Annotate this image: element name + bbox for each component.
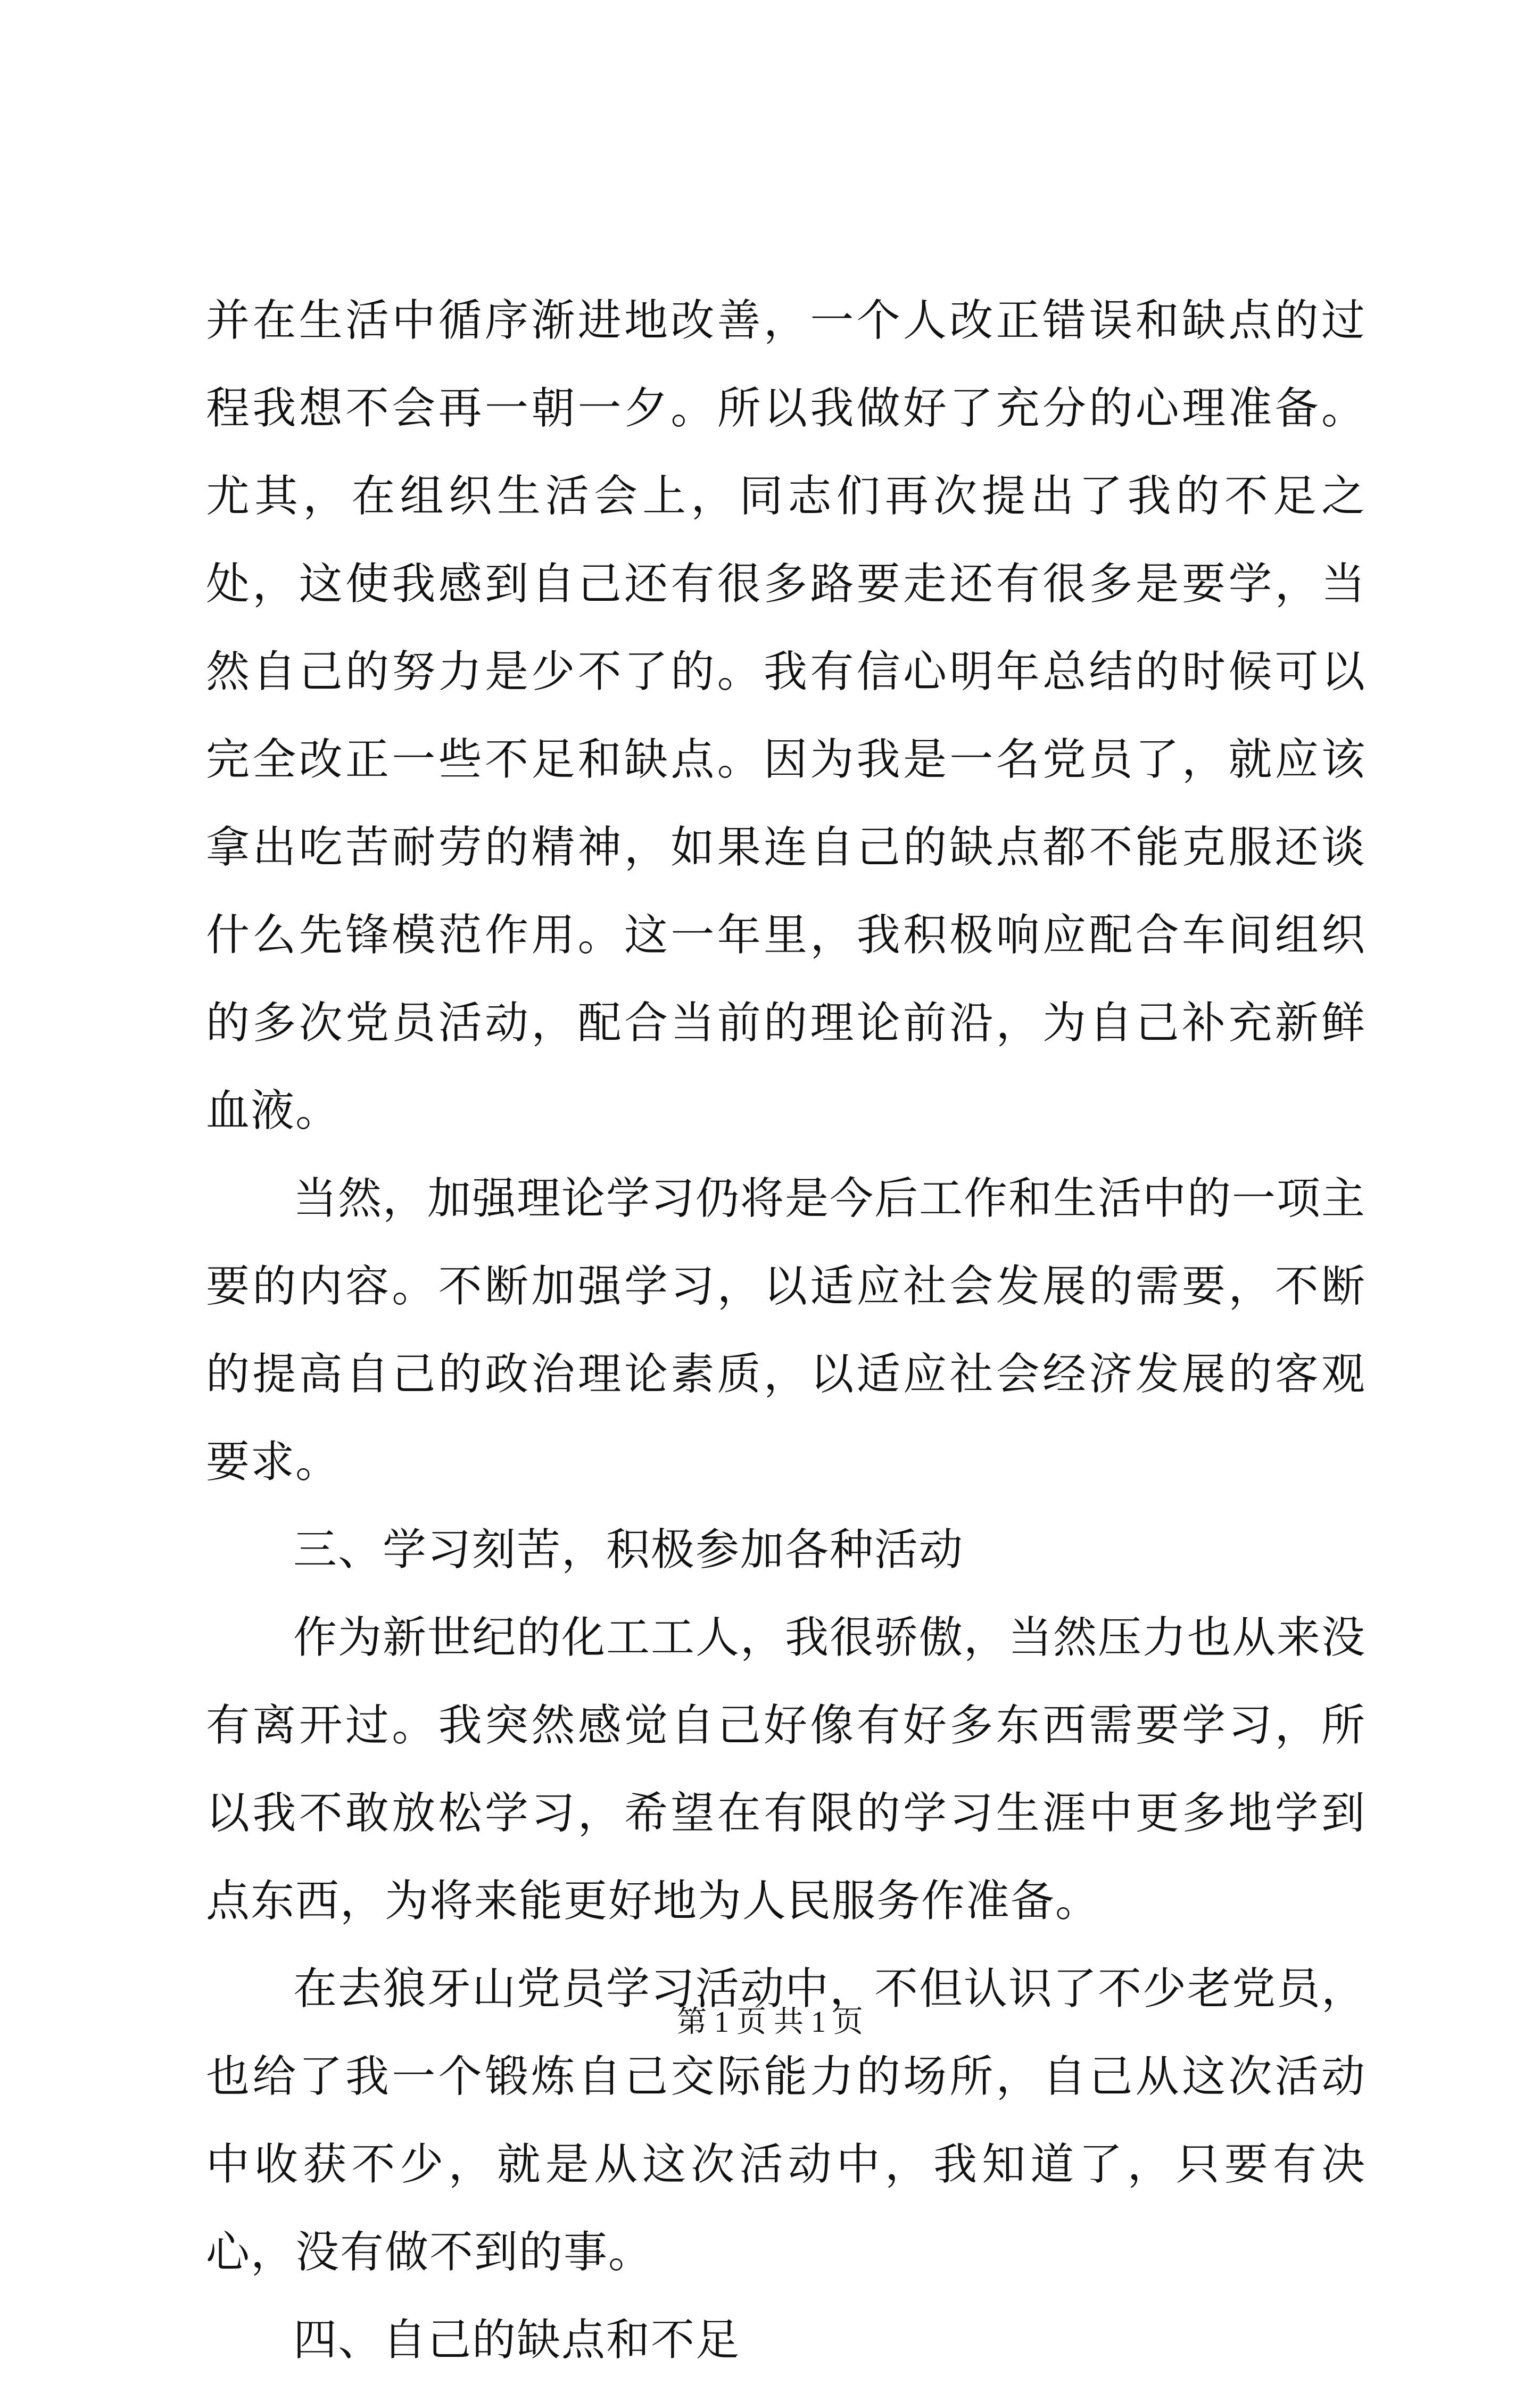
paragraph-chemical-worker: 作为新世纪的化工工人，我很骄傲，当然压力也从来没有离开过。我突然感觉自己好像有好多东西需要学习，所以我不敢放松学习，希望在有限的学习生涯中更多地学到点东西，为将来能更好地为人民服务作准备。: [206, 1612, 1367, 1926]
section-heading-four: 四、自己的缺点和不足: [293, 2315, 741, 2365]
section-heading-three: 三、学习刻苦，积极参加各种活动: [293, 1525, 964, 1575]
paragraph-langya-mountain: 在去狼牙山党员学习活动中，不但认识了不少老党员，也给了我一个锻炼自己交际能力的场所，自己从这次活动中收获不少，就是从这次活动中，我知道了，只要有决心，没有做不到的事。: [206, 1964, 1367, 2278]
document-body: [206, 277, 1366, 2384]
paragraph-theory-study: 当然，加强理论学习仍将是今后工作和生活中的一项主要的内容。不断加强学习，以适应社会发展的需要，不断的提高自己的政治理论素质，以适应社会经济发展的客观要求。: [206, 1173, 1367, 1487]
paragraph-continued: 并在生活中循序渐进地改善，一个人改正错误和缺点的过程我想不会再一朝一夕。所以我做好了充分的心理准备。尤其，在组织生活会上，同志们再次提出了我的不足之处，这使我感到自己还有很多路要走还有很多是要学，当然自己的努力是少不了的。我有信心明年总结的时候可以完全改正一些不足和缺点。因为我是一名党员了，就应该拿出吃苦耐劳的精神，如果连自己的缺点都不能克服还谈什么先锋模范作用。这一年里，我积极响应配合车间组织的多次党员活动，配合当前的理论前沿，为自己补充新鲜血液。: [206, 295, 1366, 1136]
page-footer: 第 1 页 共 1 页: [677, 2006, 863, 2039]
